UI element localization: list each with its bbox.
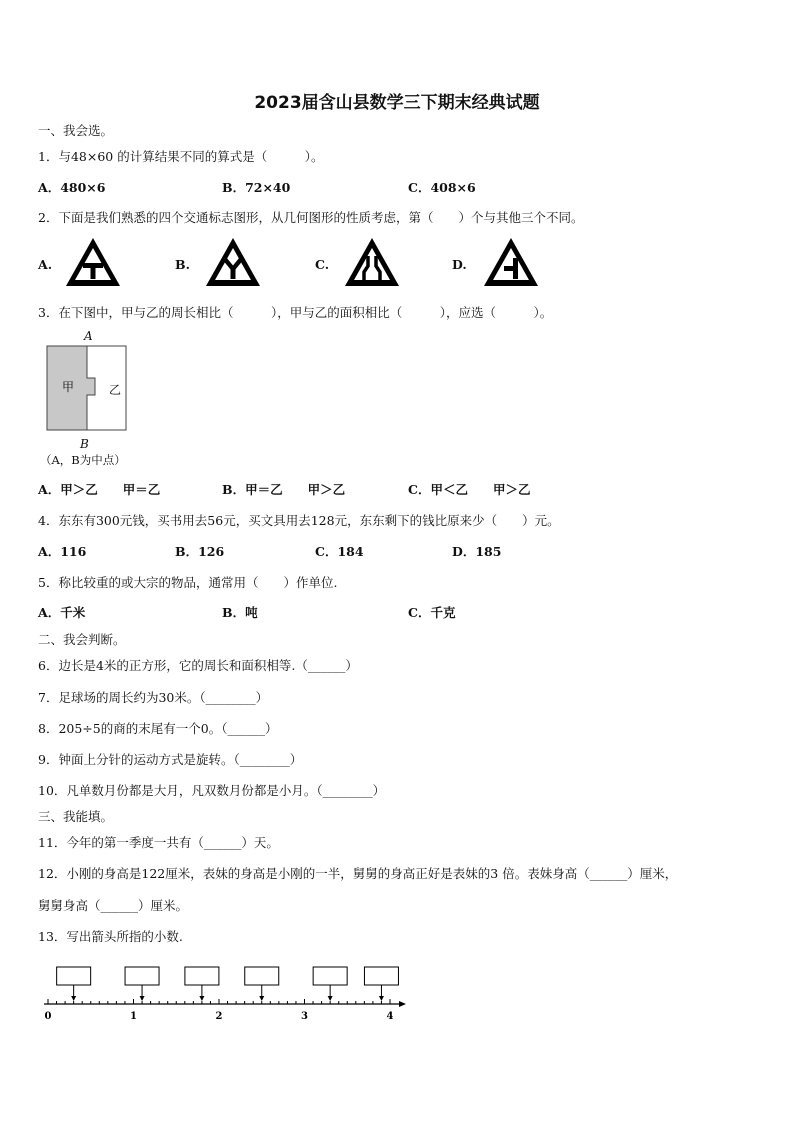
question-12-line-1: 12．小刚的身高是122厘米，表妹的身高是小刚的一半，舅舅的身高正好是表妹的3 倍。表妹身高（______）厘米，	[38, 866, 678, 881]
road-narrows-sign-icon	[343, 236, 401, 288]
question-9: 9．钟面上分针的运动方式是旋转。（________）	[38, 752, 303, 767]
question-8: 8．205÷5的商的末尾有一个0。（______）	[38, 721, 278, 736]
q2-option-a: A.	[38, 257, 53, 272]
tick-label: 2	[215, 1011, 223, 1022]
tick-label: 0	[44, 1011, 52, 1022]
q3-option-a: A．甲＞乙 甲＝乙	[38, 482, 161, 497]
number-line-arrowhead	[399, 1001, 406, 1007]
q1-option-c: C．408×6	[408, 180, 476, 195]
pointer-arrowhead-1	[71, 996, 76, 1001]
q3-figure	[36, 326, 146, 468]
q3-option-c: C．甲＜乙 甲＞乙	[408, 482, 531, 497]
q13-number-line	[36, 960, 426, 1024]
q5-option-c: C．千克	[408, 605, 456, 620]
answer-box-5	[313, 967, 347, 985]
tick-label: 1	[130, 1011, 137, 1022]
y-junction-sign-icon	[204, 236, 262, 288]
question-10: 10．凡单数月份都是大月，凡双数月份都是小月。（________）	[38, 783, 386, 798]
q3-label-jia: 甲	[62, 380, 75, 394]
answer-box-4	[245, 967, 279, 985]
q3-note: （A，B为中点）	[40, 453, 126, 467]
pointer-arrowhead-3	[199, 996, 204, 1001]
q3-label-yi: 乙	[109, 383, 122, 397]
q3-option-b: B．甲＝乙 甲＞乙	[222, 482, 346, 497]
q2-option-d: D.	[452, 257, 467, 272]
question-13: 13．写出箭头所指的小数.	[38, 929, 183, 944]
question-5: 5．称比较重的或大宗的物品，通常用（ ）作单位.	[38, 575, 338, 590]
q4-option-a: A．116	[38, 544, 87, 559]
section-heading-fill: 三、我能填。	[38, 809, 114, 824]
answer-box-3	[185, 967, 219, 985]
t-junction-sign-icon	[64, 236, 122, 288]
question-2: 2．下面是我们熟悉的四个交通标志图形，从几何图形的性质考虑，第（ ）个与其他三个不同。	[38, 210, 584, 225]
page-title: 2023届含山县数学三下期末经典试题	[254, 93, 540, 113]
side-road-sign-icon	[482, 236, 540, 288]
section-heading-choose: 一、我会选。	[38, 123, 114, 138]
answer-box-2	[125, 967, 159, 985]
question-11: 11．今年的第一季度一共有（______）天。	[38, 835, 279, 850]
tick-label: 4	[386, 1011, 394, 1022]
question-7: 7．足球场的周长约为30米。（________）	[38, 690, 269, 705]
question-1: 1．与48×60 的计算结果不同的算式是（ ）。	[38, 149, 324, 164]
q1-option-b: B．72×40	[222, 180, 291, 195]
question-12-line-2: 舅舅身高（______）厘米。	[38, 898, 189, 913]
pointer-arrowhead-4	[259, 996, 264, 1001]
q1-option-a: A．480×6	[38, 180, 106, 195]
q2-option-c: C.	[315, 257, 330, 272]
q2-option-b: B.	[175, 257, 190, 272]
pointer-arrowhead-6	[379, 996, 384, 1001]
q4-option-d: D．185	[452, 544, 502, 559]
q5-option-b: B．吨	[222, 605, 258, 620]
answer-box-1	[57, 967, 91, 985]
q4-option-c: C．184	[315, 544, 364, 559]
q3-label-a: A	[84, 329, 93, 343]
tick-label: 3	[301, 1011, 308, 1022]
question-6: 6．边长是4米的正方形，它的周长和面积相等.（______）	[38, 658, 358, 673]
question-4: 4．东东有300元钱，买书用去56元，买文具用去128元，东东剩下的钱比原来少（ ）元。	[38, 513, 560, 528]
pointer-arrowhead-2	[140, 996, 145, 1001]
answer-box-6	[364, 967, 398, 985]
q3-label-b: B	[80, 437, 89, 451]
question-3: 3．在下图中，甲与乙的周长相比（ ），甲与乙的面积相比（ ），应选（ ）。	[38, 305, 553, 320]
q5-option-a: A．千米	[38, 605, 86, 620]
q4-option-b: B．126	[175, 544, 225, 559]
pointer-arrowhead-5	[328, 996, 333, 1001]
section-heading-judge: 二、我会判断。	[38, 632, 126, 647]
